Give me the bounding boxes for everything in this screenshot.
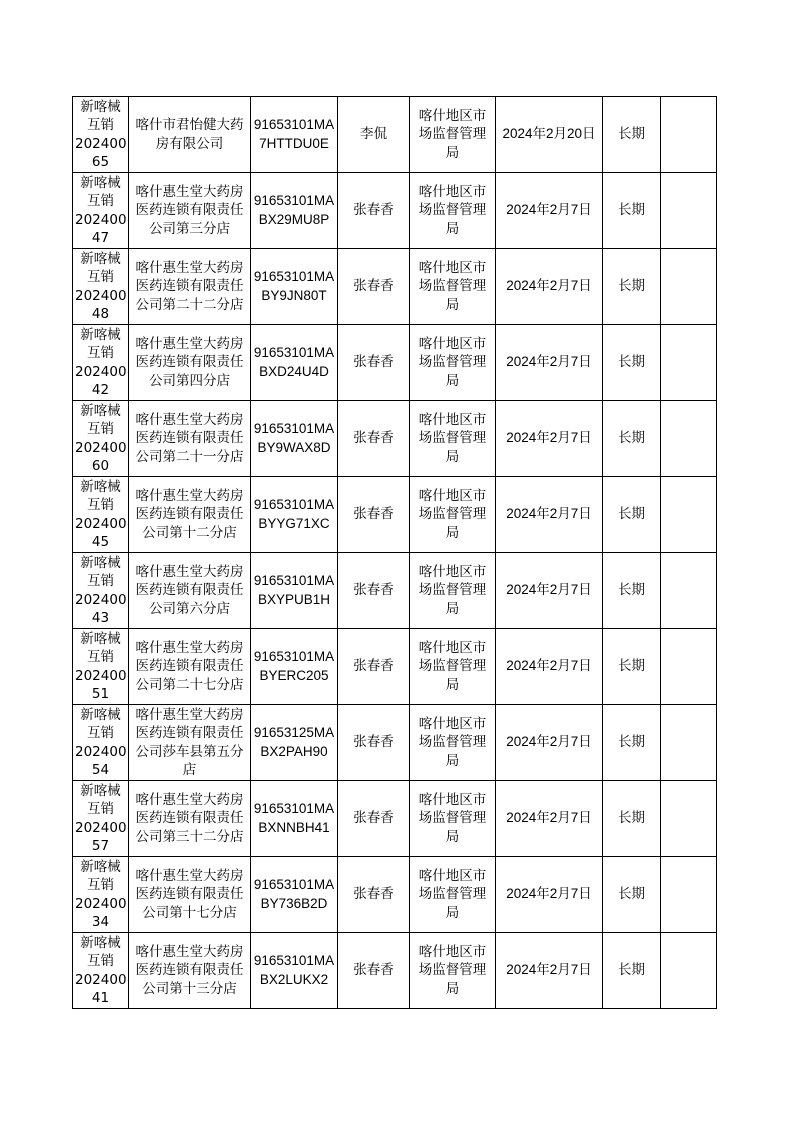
validity-cell — [603, 477, 661, 553]
registration-number: 新喀械 互销 202400 43 — [75, 554, 127, 626]
note-cell — [661, 781, 717, 857]
date-cell — [496, 249, 603, 325]
note-cell — [661, 401, 717, 477]
legal-person-cell — [338, 249, 410, 325]
registration-table — [72, 96, 717, 1009]
validity-term: 长期 — [618, 582, 645, 599]
authority-cell — [410, 629, 496, 705]
credit-code: 91653101MA BX29MU8P — [253, 193, 335, 227]
legal-person: 张春香 — [353, 582, 394, 599]
validity-term: 长期 — [618, 810, 645, 827]
issue-date: 2024年2月7日 — [506, 354, 592, 370]
registration-number: 新喀械 互销 202400 60 — [75, 402, 127, 474]
company-name: 喀什惠生堂大药房 医药连锁有限责任 公司第十七分店 — [135, 867, 244, 921]
issuing-authority: 喀什地区市 场监督管理 局 — [418, 563, 487, 617]
note-cell — [661, 857, 717, 933]
company-name-cell — [129, 781, 251, 857]
issue-date: 2024年2月20日 — [502, 126, 596, 142]
registration-number: 新喀械 互销 202400 47 — [75, 174, 127, 246]
date-cell — [496, 477, 603, 553]
validity-term: 长期 — [618, 886, 645, 903]
note-cell — [661, 249, 717, 325]
registration-number-cell — [73, 249, 129, 325]
legal-person-cell — [338, 173, 410, 249]
company-name: 喀什惠生堂大药房 医药连锁有限责任 公司第四分店 — [135, 335, 244, 389]
issue-date: 2024年2月7日 — [506, 582, 592, 598]
table-body — [73, 97, 717, 1009]
table-row — [73, 249, 717, 325]
authority-cell — [410, 97, 496, 173]
registration-number: 新喀械 互销 202400 42 — [75, 326, 127, 398]
date-cell — [496, 629, 603, 705]
issue-date: 2024年2月7日 — [506, 658, 592, 674]
credit-code: 91653101MA BYERC205 — [253, 649, 335, 683]
company-name: 喀什惠生堂大药房 医药连锁有限责任 公司第二十二分店 — [135, 259, 244, 313]
authority-cell — [410, 857, 496, 933]
company-name: 喀什惠生堂大药房 医药连锁有限责任 公司第二十七分店 — [135, 639, 244, 693]
registration-number: 新喀械 互销 202400 45 — [75, 478, 127, 550]
company-name: 喀什惠生堂大药房 医药连锁有限责任 公司第三十二分店 — [135, 791, 244, 845]
issue-date: 2024年2月7日 — [506, 278, 592, 294]
issuing-authority: 喀什地区市 场监督管理 局 — [418, 107, 487, 161]
credit-code: 91653101MA BY9JN80T — [253, 269, 335, 303]
credit-code-cell — [251, 857, 338, 933]
note-cell — [661, 477, 717, 553]
registration-number-cell — [73, 477, 129, 553]
credit-code-cell — [251, 173, 338, 249]
note-cell — [661, 629, 717, 705]
validity-cell — [603, 705, 661, 781]
table-row — [73, 325, 717, 401]
validity-cell — [603, 857, 661, 933]
registration-number-cell — [73, 629, 129, 705]
issue-date: 2024年2月7日 — [506, 962, 592, 978]
validity-cell — [603, 401, 661, 477]
validity-term: 长期 — [618, 734, 645, 751]
registration-number-cell — [73, 933, 129, 1009]
company-name-cell — [129, 401, 251, 477]
issuing-authority: 喀什地区市 场监督管理 局 — [418, 335, 487, 389]
registration-number-cell — [73, 781, 129, 857]
company-name: 喀什惠生堂大药房 医药连锁有限责任 公司第十三分店 — [135, 943, 244, 997]
validity-cell — [603, 97, 661, 173]
registration-number: 新喀械 互销 202400 51 — [75, 630, 127, 702]
date-cell — [496, 553, 603, 629]
note-cell — [661, 705, 717, 781]
legal-person-cell — [338, 857, 410, 933]
table-row — [73, 173, 717, 249]
authority-cell — [410, 325, 496, 401]
legal-person: 张春香 — [353, 886, 394, 903]
validity-term: 长期 — [618, 278, 645, 295]
validity-cell — [603, 933, 661, 1009]
issue-date: 2024年2月7日 — [506, 202, 592, 218]
registration-number-cell — [73, 401, 129, 477]
validity-term: 长期 — [618, 658, 645, 675]
legal-person-cell — [338, 781, 410, 857]
table-row — [73, 629, 717, 705]
company-name-cell — [129, 629, 251, 705]
authority-cell — [410, 705, 496, 781]
validity-term: 长期 — [618, 506, 645, 523]
registration-number: 新喀械 互销 202400 65 — [75, 98, 127, 170]
issuing-authority: 喀什地区市 场监督管理 局 — [418, 867, 487, 921]
note-cell — [661, 97, 717, 173]
credit-code-cell — [251, 629, 338, 705]
credit-code: 91653101MA 7HTTDU0E — [253, 117, 335, 151]
note-cell — [661, 933, 717, 1009]
validity-cell — [603, 781, 661, 857]
validity-cell — [603, 173, 661, 249]
table-row — [73, 705, 717, 781]
registration-number: 新喀械 互销 202400 54 — [75, 706, 127, 778]
company-name: 喀什市君怡健大药 房有限公司 — [135, 117, 244, 152]
registration-number-cell — [73, 705, 129, 781]
registration-number: 新喀械 互销 202400 34 — [75, 858, 127, 930]
legal-person: 张春香 — [353, 658, 394, 675]
legal-person: 张春香 — [353, 810, 394, 827]
authority-cell — [410, 553, 496, 629]
legal-person: 张春香 — [353, 734, 394, 751]
date-cell — [496, 705, 603, 781]
company-name: 喀什惠生堂大药房 医药连锁有限责任 公司第十二分店 — [135, 487, 244, 541]
issuing-authority: 喀什地区市 场监督管理 局 — [418, 791, 487, 845]
company-name-cell — [129, 325, 251, 401]
authority-cell — [410, 173, 496, 249]
credit-code-cell — [251, 249, 338, 325]
credit-code-cell — [251, 477, 338, 553]
credit-code-cell — [251, 401, 338, 477]
validity-cell — [603, 249, 661, 325]
authority-cell — [410, 401, 496, 477]
validity-cell — [603, 629, 661, 705]
credit-code: 91653101MA BX2LUKX2 — [253, 953, 335, 987]
issue-date: 2024年2月7日 — [506, 506, 592, 522]
company-name-cell — [129, 97, 251, 173]
issuing-authority: 喀什地区市 场监督管理 局 — [418, 411, 487, 465]
credit-code: 91653101MA BYYG71XC — [253, 497, 335, 531]
date-cell — [496, 781, 603, 857]
date-cell — [496, 857, 603, 933]
credit-code-cell — [251, 933, 338, 1009]
legal-person-cell — [338, 629, 410, 705]
credit-code: 91653101MA BY9WAX8D — [253, 421, 335, 455]
legal-person: 张春香 — [353, 202, 394, 219]
issuing-authority: 喀什地区市 场监督管理 局 — [418, 259, 487, 313]
legal-person: 张春香 — [353, 506, 394, 523]
validity-cell — [603, 325, 661, 401]
issuing-authority: 喀什地区市 场监督管理 局 — [418, 487, 487, 541]
validity-term: 长期 — [618, 126, 645, 143]
validity-cell — [603, 553, 661, 629]
note-cell — [661, 553, 717, 629]
registration-number: 新喀械 互销 202400 48 — [75, 250, 127, 322]
registration-number-cell — [73, 553, 129, 629]
authority-cell — [410, 249, 496, 325]
legal-person-cell — [338, 401, 410, 477]
date-cell — [496, 401, 603, 477]
validity-term: 长期 — [618, 202, 645, 219]
issue-date: 2024年2月7日 — [506, 810, 592, 826]
table-row — [73, 477, 717, 553]
registration-number-cell — [73, 325, 129, 401]
table-row — [73, 933, 717, 1009]
credit-code-cell — [251, 97, 338, 173]
authority-cell — [410, 477, 496, 553]
registration-number: 新喀械 互销 202400 57 — [75, 782, 127, 854]
company-name: 喀什惠生堂大药房 医药连锁有限责任 公司第二十一分店 — [135, 411, 244, 465]
issuing-authority: 喀什地区市 场监督管理 局 — [418, 183, 487, 237]
legal-person-cell — [338, 477, 410, 553]
credit-code: 91653101MA BXNNBH41 — [253, 801, 335, 835]
authority-cell — [410, 781, 496, 857]
table-row — [73, 401, 717, 477]
company-name-cell — [129, 933, 251, 1009]
legal-person-cell — [338, 553, 410, 629]
issue-date: 2024年2月7日 — [506, 430, 592, 446]
legal-person: 张春香 — [353, 962, 394, 979]
validity-term: 长期 — [618, 430, 645, 447]
note-cell — [661, 173, 717, 249]
credit-code: 91653101MA BXYPUB1H — [253, 573, 335, 607]
company-name-cell — [129, 553, 251, 629]
company-name: 喀什惠生堂大药房 医药连锁有限责任 公司第三分店 — [135, 183, 244, 237]
registration-number-cell — [73, 97, 129, 173]
credit-code: 91653101MA BY736B2D — [253, 877, 335, 911]
note-cell — [661, 325, 717, 401]
company-name-cell — [129, 705, 251, 781]
registration-number-cell — [73, 173, 129, 249]
validity-term: 长期 — [618, 962, 645, 979]
authority-cell — [410, 933, 496, 1009]
validity-term: 长期 — [618, 354, 645, 371]
registration-number: 新喀械 互销 202400 41 — [75, 934, 127, 1006]
issue-date: 2024年2月7日 — [506, 734, 592, 750]
company-name: 喀什惠生堂大药房 医药连锁有限责任 公司莎车县第五分 店 — [135, 706, 244, 778]
company-name-cell — [129, 173, 251, 249]
table-row — [73, 553, 717, 629]
registration-number-cell — [73, 857, 129, 933]
credit-code-cell — [251, 781, 338, 857]
issuing-authority: 喀什地区市 场监督管理 局 — [418, 715, 487, 769]
credit-code: 91653125MA BX2PAH90 — [253, 725, 335, 759]
date-cell — [496, 173, 603, 249]
table-row — [73, 781, 717, 857]
legal-person-cell — [338, 97, 410, 173]
date-cell — [496, 933, 603, 1009]
company-name: 喀什惠生堂大药房 医药连锁有限责任 公司第六分店 — [135, 563, 244, 617]
credit-code-cell — [251, 553, 338, 629]
legal-person: 张春香 — [353, 430, 394, 447]
issuing-authority: 喀什地区市 场监督管理 局 — [418, 943, 487, 997]
legal-person-cell — [338, 705, 410, 781]
company-name-cell — [129, 857, 251, 933]
legal-person: 李侃 — [360, 126, 387, 143]
legal-person-cell — [338, 933, 410, 1009]
table-row — [73, 97, 717, 173]
credit-code-cell — [251, 705, 338, 781]
company-name-cell — [129, 477, 251, 553]
legal-person-cell — [338, 325, 410, 401]
company-name-cell — [129, 249, 251, 325]
date-cell — [496, 325, 603, 401]
legal-person: 张春香 — [353, 278, 394, 295]
issue-date: 2024年2月7日 — [506, 886, 592, 902]
date-cell — [496, 97, 603, 173]
credit-code: 91653101MA BXD24U4D — [253, 345, 335, 379]
table-row — [73, 857, 717, 933]
legal-person: 张春香 — [353, 354, 394, 371]
issuing-authority: 喀什地区市 场监督管理 局 — [418, 639, 487, 693]
credit-code-cell — [251, 325, 338, 401]
